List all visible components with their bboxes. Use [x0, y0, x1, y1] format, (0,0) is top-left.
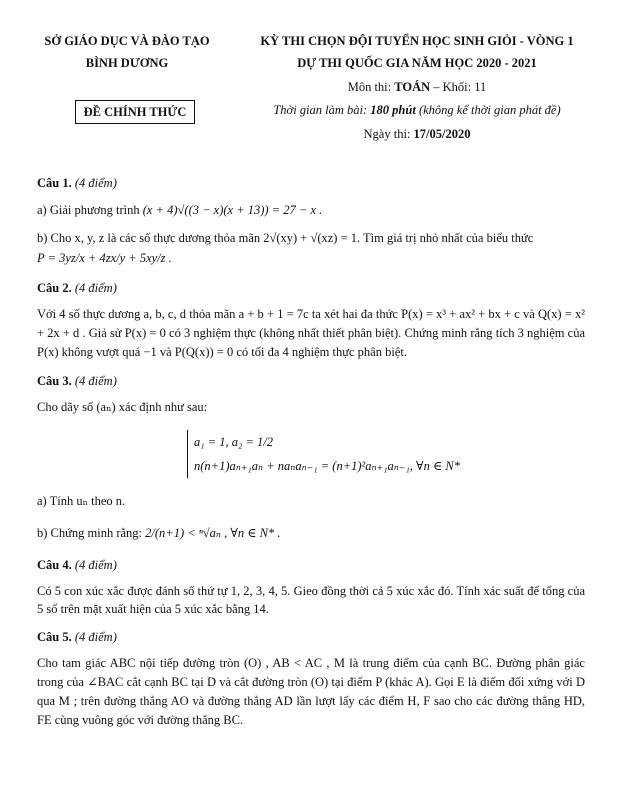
- question-number: Câu 5.: [37, 630, 72, 644]
- exam-subtitle: DỰ THI QUỐC GIA NĂM HỌC 2020 - 2021: [297, 56, 537, 70]
- inequality: 2/(n+1) < ⁿ√aₙ , ∀n ∈ N* .: [145, 526, 281, 540]
- subject-line: [232, 80, 602, 95]
- time-label: Thời gian làm bài:: [273, 103, 371, 117]
- question-5-text: Cho tam giác ABC nội tiếp đường tròn (O) , AB < AC , M là trung điểm của cạnh BC. Đường phân giác trong của ∠BAC cắt cạnh BC tại D và cắt đường tròn (O) tại điểm P (khác A). Gọi E là điểm đối xứng với D qua M ; trên đường thẳng AO và đường thẳng AD lần lượt lấy các điểm H, F sao cho các đường thẳng HD, FE cùng vuông góc với đường thẳng BC.: [37, 656, 585, 727]
- question-number: Câu 4.: [37, 558, 72, 572]
- question-text: b) Cho x, y, z là các số thực dương thỏa mãn 2√(xy) + √(xz) = 1. Tìm giá trị nhỏ nhất của biểu thức: [37, 231, 534, 245]
- question-4-title: [37, 556, 585, 574]
- question-3-intro: Cho dãy số (aₙ) xác định như sau:: [37, 400, 208, 414]
- question-1a: [37, 201, 585, 219]
- header-left: [32, 30, 222, 74]
- question-1b: [37, 229, 585, 247]
- question-number: Câu 3.: [37, 374, 72, 388]
- question-points: (4 điểm): [74, 176, 117, 190]
- subject-value: TOÁN: [394, 80, 431, 94]
- equation: (x + 4)√((3 − x)(x + 13)) = 27 − x .: [142, 203, 323, 217]
- equation: P = 3yz/x + 4zx/y + 5xy/z .: [37, 251, 172, 265]
- question-1-title: [37, 174, 585, 192]
- question-points: (4 điểm): [74, 374, 117, 388]
- question-points: (4 điểm): [74, 558, 117, 572]
- time-note: (không kể thời gian phát đề): [415, 103, 561, 117]
- question-3a: a) Tính uₙ theo n.: [37, 494, 126, 508]
- question-5-title: [37, 628, 585, 646]
- question-number: Câu 1.: [37, 176, 72, 190]
- time-line: [232, 103, 602, 118]
- grade-value: – Khối: 11: [430, 80, 487, 94]
- exam-title: KỲ THI CHỌN ĐỘI TUYỂN HỌC SINH GIỎI - VÒNG 1: [260, 34, 574, 48]
- date-line: [232, 127, 602, 142]
- question-3b: [37, 524, 585, 542]
- province-name: BÌNH DƯƠNG: [85, 56, 169, 70]
- official-badge: ĐỀ CHÍNH THỨC: [75, 100, 195, 124]
- question-number: Câu 2.: [37, 281, 72, 295]
- subject-label: Môn thi:: [347, 80, 395, 94]
- exam-body: [37, 170, 585, 730]
- question-points: (4 điểm): [74, 630, 117, 644]
- system-line-1: a₁ = 1, a₂ = 1/2: [194, 435, 274, 449]
- system-brace: [187, 430, 460, 478]
- question-2-title: [37, 279, 585, 297]
- question-text: b) Chứng minh rằng:: [37, 526, 146, 540]
- time-value: 180 phút: [370, 103, 416, 117]
- date-value: 17/05/2020: [413, 127, 471, 141]
- question-1b-expression: [37, 249, 585, 267]
- question-points: (4 điểm): [74, 281, 117, 295]
- question-3-title: [37, 372, 585, 390]
- header-right: [232, 30, 602, 74]
- question-2-text: Với 4 số thực dương a, b, c, d thỏa mãn a + b + 1 = 7c ta xét hai đa thức P(x) = x³ + ax² + bx + c và Q(x) = x² + 2x + d . Giả sử P(x) = 0 có 3 nghiệm thực (không nhất thiết phân biệt). Chứng minh rằng tích 3 nghiệm của P(x) không vượt quá −1 và P(Q(x)) = 0 có tối đa 4 nghiệm thực phân biệt.: [37, 307, 585, 359]
- date-label: Ngày thi:: [363, 127, 414, 141]
- question-4-text: Có 5 con xúc xắc được đánh số thứ tự 1, 2, 3, 4, 5. Gieo đồng thời cả 5 xúc xắc đó. Tính xác suất để tổng của 5 số trên mặt xuất hiện của 5 xúc xắc bằng 14.: [37, 584, 585, 616]
- system-line-2: n(n+1)aₙ₊₁aₙ + naₙaₙ₋₁ = (n+1)²aₙ₊₁aₙ₋₁, ∀n ∈ N*: [194, 459, 460, 473]
- department-name: SỞ GIÁO DỤC VÀ ĐÀO TẠO: [44, 34, 210, 48]
- recurrence-system: [37, 430, 585, 478]
- question-text: a) Giải phương trình: [37, 203, 143, 217]
